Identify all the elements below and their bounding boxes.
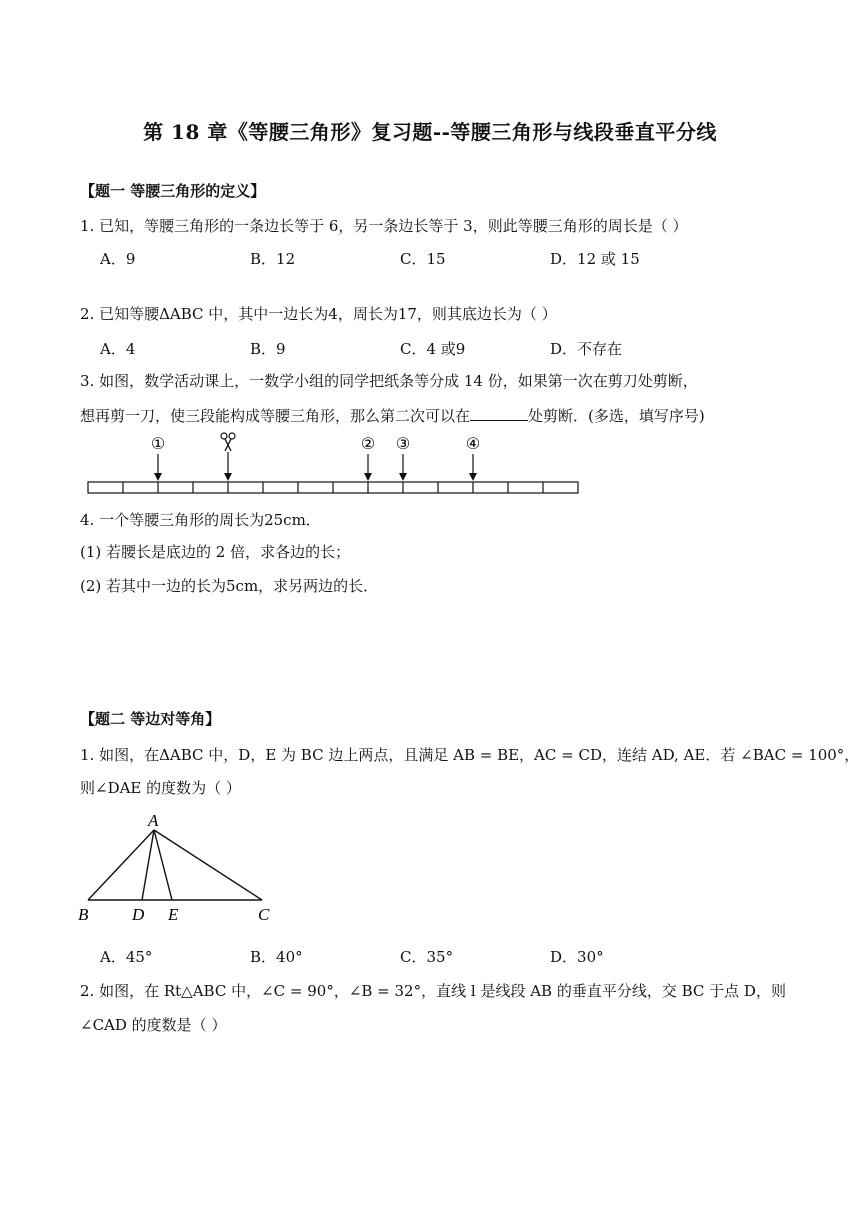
option-a: A．9 (100, 250, 136, 268)
scissors-icon (221, 433, 235, 481)
option-d: D．12 或 15 (550, 250, 640, 268)
paper-strip (88, 482, 578, 493)
answer-blank (470, 406, 528, 421)
option-c: C．4 或9 (400, 340, 466, 358)
question-1-4-text: 4. 一个等腰三角形的周长为25cm． (80, 511, 321, 529)
marker-3 (396, 436, 410, 481)
marker-3-label: ③ (395, 436, 411, 453)
option-c: C．15 (400, 250, 446, 268)
option-b: B．12 (250, 250, 296, 268)
question-1-2-options (100, 338, 700, 359)
question-1-4-part1: (1) 若腰长是底边的 2 倍，求各边的长； (80, 543, 351, 561)
option-a: A．45° (100, 948, 153, 966)
marker-2 (361, 436, 375, 481)
question-2-1-line1: 1. 如图，在ΔABC 中，D，E 为 BC 边上两点，且满足 AB = BE，AC = CD，连结 AD, AE．若 ∠BAC = 100°， (80, 746, 860, 764)
question-1-2-text: 2. 已知等腰ΔABC 中，其中一边长为4，周长为17，则其底边长为（ ） (80, 305, 557, 323)
question-1-4-part2: (2) 若其中一边的长为5cm，求另两边的长． (80, 577, 379, 595)
marker-4-label: ④ (465, 436, 481, 453)
paper-strip-figure (80, 428, 590, 496)
marker-1-label: ① (150, 436, 166, 453)
triangle-lines (88, 830, 262, 900)
vertex-c-label: C (258, 905, 270, 924)
question-2-1-options (100, 946, 700, 967)
option-a: A．4 (100, 340, 136, 358)
option-d: D．不存在 (550, 340, 623, 358)
vertex-b-label: B (78, 905, 89, 924)
triangle-figure (70, 808, 290, 928)
point-d-label: D (132, 905, 145, 924)
section-heading-1: 【题一 等腰三角形的定义】 (80, 182, 266, 200)
option-b: B．40° (250, 948, 303, 966)
question-1-3-line2-start: 想再剪一刀，使三段能构成等腰三角形，那么第二次可以在 (80, 407, 471, 425)
vertex-a-label: A (148, 811, 159, 830)
marker-1 (151, 436, 165, 481)
question-1-3-line2-end: 处剪断．(多选，填写序号) (528, 407, 705, 425)
question-1-3-line1: 3. 如图，数学活动课上，一数学小组的同学把纸条等分成 14 份，如果第一次在剪刀处剪断， (80, 372, 698, 390)
option-b: B．9 (250, 340, 286, 358)
marker-2-label: ② (360, 436, 376, 453)
option-c: C．35° (400, 948, 454, 966)
question-1-1-text: 1. 已知，等腰三角形的一条边长等于 6，另一条边长等于 3，则此等腰三角形的周长是（ ） (80, 217, 688, 235)
section-heading-2: 【题二 等边对等角】 (80, 710, 221, 728)
question-1-3-line2 (80, 405, 705, 426)
marker-4 (466, 436, 480, 481)
question-2-2-line1: 2. 如图，在 Rt△ABC 中，∠C = 90°，∠B = 32°，直线 l 是线段 AB 的垂直平分线，交 BC 于点 D，则 (80, 982, 786, 1000)
question-1-1-options (100, 248, 700, 269)
option-d: D．30° (550, 948, 604, 966)
question-2-2-line2: ∠CAD 的度数是（ ） (80, 1016, 227, 1034)
question-2-1-line2: 则∠DAE 的度数为（ ） (80, 779, 241, 797)
point-e-label: E (168, 905, 179, 924)
page-title: 第 18 章《等腰三角形》复习题--等腰三角形与线段垂直平分线 (143, 120, 717, 144)
